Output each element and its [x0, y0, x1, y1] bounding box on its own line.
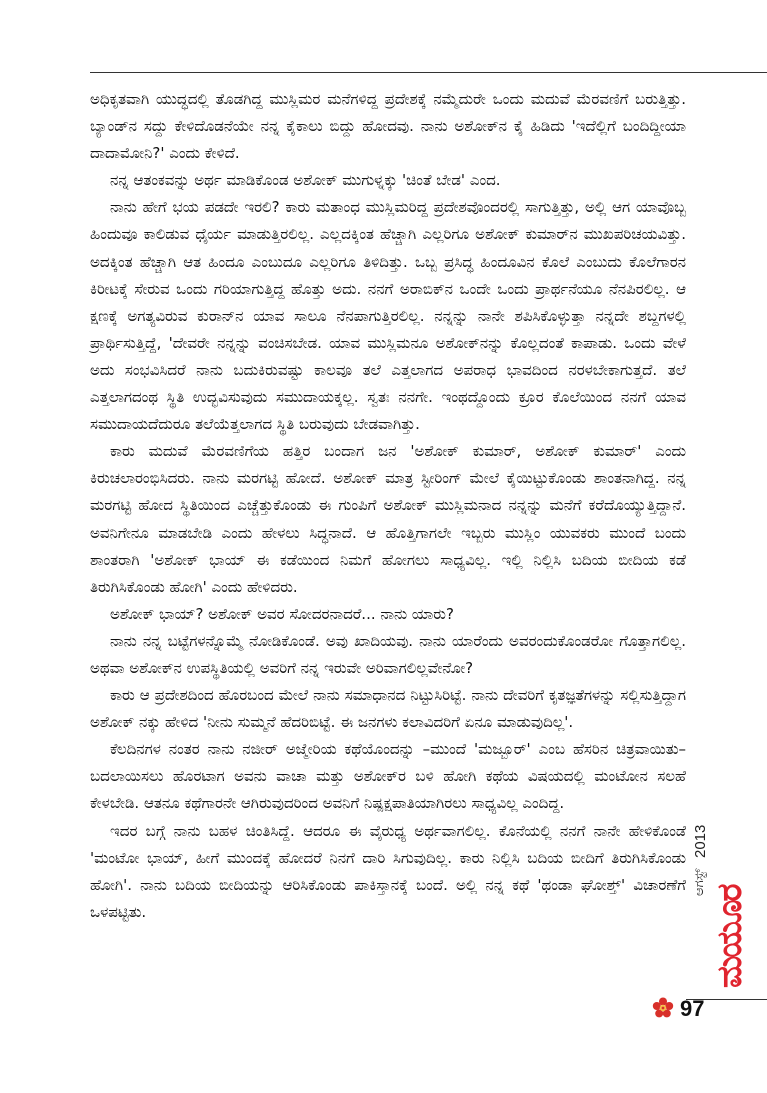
paragraph: ಅಧಿಕೃತವಾಗಿ ಯುದ್ಧದಲ್ಲಿ ತೊಡಗಿದ್ದ ಮುಸ್ಲಿಮರ ಮನೆಗಳಿದ್ದ ಪ್ರದೇಶಕ್ಕೆ ನಮ್ಮೆದುರೇ ಒಂದು ಮದುವೆ ಮೆರವಣಿಗೆ ಬರುತ್ತಿತ್ತು. ಬ್ಯಾಂಡ್‌ನ ಸದ್ದು ಕೇಳಿದೊಡನೆಯೇ ನನ್ನ ಕೈಕಾಲು ಬಿದ್ದು ಹೋದವು. ನಾನು ಅಶೋಕ್‌ನ ಕೈ ಹಿಡಿದು 'ಇದೆಲ್ಲಿಗೆ ಬಂದಿದ್ದೀಯಾ ದಾದಾಮೋನಿ?' ಎಂದು ಕೇಳಿದೆ.: [90, 90, 686, 163]
paragraph: ಕಾರು ಆ ಪ್ರದೇಶದಿಂದ ಹೊರಬಂದ ಮೇಲೆ ನಾನು ಸಮಾಧಾನದ ನಿಟ್ಟುಸಿರಿಟ್ಟೆ. ನಾನು ದೇವರಿಗೆ ಕೃತಜ್ಞತೆಗಳನ್ನು ಸಲ್ಲಿಸುತ್ತಿದ್ದಾಗ ಅಶೋಕ್ ನಕ್ಕು ಹೇಳಿದ 'ನೀನು ಸುಮ್ಮನೆ ಹೆದರಿಬಿಟ್ಟೆ. ಈ ಜನಗಳು ಕಲಾವಿದರಿಗೆ ಏನೂ ಮಾಡುವುದಿಲ್ಲ'.: [90, 686, 686, 732]
page-number: 97: [680, 996, 705, 1021]
issue-month: ಆಗಸ್ಟ್: [692, 868, 707, 896]
paragraph: ನನ್ನ ಆತಂಕವನ್ನು ಅರ್ಥ ಮಾಡಿಕೊಂಡ ಅಶೋಕ್ ಮುಗುಳ್ನಕ್ಕು 'ಚಿಂತೆ ಬೇಡ' ಎಂದ.: [110, 171, 501, 190]
paragraph: ಇದರ ಬಗ್ಗೆ ನಾನು ಬಹಳ ಚಿಂತಿಸಿದ್ದೆ. ಆದರೂ ಈ ವೈರುಧ್ಯ ಅರ್ಥವಾಗಲಿಲ್ಲ. ಕೊನೆಯಲ್ಲಿ ನನಗೆ ನಾನೇ ಹೇಳಿಕೊಂಡೆ 'ಮಂಟೋ ಭಾಯ್, ಹೀಗೆ ಮುಂದಕ್ಕೆ ಹೋದರೆ ನಿನಗೆ ದಾರಿ ಸಿಗುವುದಿಲ್ಲ. ಕಾರು ನಿಲ್ಲಿಸಿ ಬದಿಯ ಬೀದಿಗೆ ತಿರುಗಿಸಿಕೊಂಡು ಹೋಗಿ'. ನಾನು ಬದಿಯ ಬೀದಿಯನ್ನು ಆರಿಸಿಕೊಂಡು ಪಾಕಿಸ್ತಾನಕ್ಕೆ ಬಂದೆ. ಅಲ್ಲಿ ನನ್ನ ಕಥೆ 'ಥಂಡಾ ಘೋಶ್ತ್' ವಿಚಾರಣೆಗೆ ಒಳಪಟ್ಟಿತು.: [90, 821, 686, 921]
flower-icon: [652, 997, 674, 1019]
paragraph: ಕಾರು ಮದುವೆ ಮೆರವಣಿಗೆಯ ಹತ್ತಿರ ಬಂದಾಗ ಜನ 'ಅಶೋಕ್ ಕುಮಾರ್, ಅಶೋಕ್ ಕುಮಾರ್' ಎಂದು ಕಿರುಚಲಾರಂಭಿಸಿದರು. ನಾನು ಮರಗಟ್ಟಿ ಹೋದೆ. ಅಶೋಕ್ ಮಾತ್ರ ಸ್ಟೀರಿಂಗ್ ಮೇಲೆ ಕೈಯಿಟ್ಟುಕೊಂಡು ಶಾಂತನಾಗಿದ್ದ. ನನ್ನ ಮರಗಟ್ಟಿ ಹೋದ ಸ್ಥಿತಿಯಿಂದ ಎಚ್ಚೆತ್ತುಕೊಂಡು ಈ ಗುಂಪಿಗೆ ಅಶೋಕ್ ಮುಸ್ಲಿಮನಾದ ನನ್ನನ್ನು ಮನೆಗೆ ಕರೆದೊಯ್ಯುತ್ತಿದ್ದಾನೆ. ಅವನಿಗೇನೂ ಮಾಡಬೇಡಿ ಎಂದು ಹೇಳಲು ಸಿದ್ಧನಾದೆ. ಆ ಹೊತ್ತಿಗಾಗಲೇ ಇಬ್ಬರು ಮುಸ್ಲಿಂ ಯುವಕರು ಮುಂದೆ ಬಂದು ಶಾಂತರಾಗಿ 'ಅಶೋಕ್ ಭಾಯ್ ಈ ಕಡೆಯಿಂದ ನಿಮಗೆ ಹೋಗಲು ಸಾಧ್ಯವಿಲ್ಲ. ಇಲ್ಲಿ ನಿಲ್ಲಿಸಿ ಬದಿಯ ಬೀದಿಯ ಕಡೆ ತಿರುಗಿಸಿಕೊಂಡು ಹೋಗಿ' ಎಂದು ಹೇಳಿದರು.: [90, 442, 686, 596]
paragraph: ನಾನು ಹೇಗೆ ಭಯ ಪಡದೇ ಇರಲಿ? ಕಾರು ಮತಾಂಧ ಮುಸ್ಲಿಮರಿದ್ದ ಪ್ರದೇಶವೊಂದರಲ್ಲಿ ಸಾಗುತ್ತಿತ್ತು, ಅಲ್ಲಿ ಆಗ ಯಾವೊಬ್ಬ ಹಿಂದುವೂ ಕಾಲಿಡುವ ಧೈರ್ಯ ಮಾಡುತ್ತಿರಲಿಲ್ಲ. ಎಲ್ಲದಕ್ಕಿಂತ ಹೆಚ್ಚಾಗಿ ಎಲ್ಲರಿಗೂ ಅಶೋಕ್ ಕುಮಾರ್‌ನ ಮುಖಪರಿಚಯವಿತ್ತು. ಅದಕ್ಕಿಂತ ಹೆಚ್ಚಾಗಿ ಆತ ಹಿಂದೂ ಎಂಬುದೂ ಎಲ್ಲರಿಗೂ ತಿಳಿದಿತ್ತು. ಒಬ್ಬ ಪ್ರಸಿದ್ಧ ಹಿಂದೂವಿನ ಕೊಲೆ ಎಂಬುದು ಕೊಲೆಗಾರನ ಕಿರೀಟಕ್ಕೆ ಸೇರುವ ಒಂದು ಗರಿಯಾಗುತ್ತಿದ್ದ ಹೊತ್ತು ಅದು. ನನಗೆ ಅರಾಬಿಕ್‌ನ ಒಂದೇ ಒಂದು ಪ್ರಾರ್ಥನೆಯೂ ನೆನಪಿರಲಿಲ್ಲ. ಆ ಕ್ಷಣಕ್ಕೆ ಅಗತ್ಯವಿರುವ ಕುರಾನ್‌ನ ಯಾವ ಸಾಲೂ ನೆನಪಾಗುತ್ತಿರಲಿಲ್ಲ. ನನ್ನನ್ನು ನಾನೇ ಶಪಿಸಿಕೊಳ್ಳುತ್ತಾ ನನ್ನದೇ ಶಬ್ದಗಳಲ್ಲಿ ಪ್ರಾರ್ಥಿಸುತ್ತಿದ್ದೆ, 'ದೇವರೇ ನನ್ನನ್ನು ವಂಚಿಸಬೇಡ. ಯಾವ ಮುಸ್ಲಿಮನೂ ಅಶೋಕ್‌ನನ್ನು ಕೊಲ್ಲದಂತೆ ಕಾಪಾಡು. ಒಂದು ವೇಳೆ ಅದು ಸಂಭವಿಸಿದರೆ ನಾನು ಬದುಕಿರುವಷ್ಟು ಕಾಲವೂ ತಲೆ ಎತ್ತಲಾಗದ ಅಪರಾಧ ಭಾವದಿಂದ ನರಳಬೇಕಾಗುತ್ತದೆ. ತಲೆ ಎತ್ತಲಾಗದಂಥ ಸ್ಥಿತಿ ಉದ್ಭವಿಸುವುದು ಸಮುದಾಯಕ್ಕಲ್ಲ. ಸ್ವತಃ ನನಗೇ. ಇಂಥದ್ದೊಂದು ಕ್ರೂರ ಕೊಲೆಯಿಂದ ನನಗೆ ಯಾವ ಸಮುದಾಯದೆದುರೂ ತಲೆಯೆತ್ತಲಾಗದ ಸ್ಥಿತಿ ಬರುವುದು ಬೇಡವಾಗಿತ್ತು.: [90, 198, 686, 434]
article-body: [90, 86, 686, 926]
top-rule: [90, 72, 767, 73]
paragraph: ಕೆಲದಿನಗಳ ನಂತರ ನಾನು ನಜೀರ್ ಅಜ್ಮೇರಿಯ ಕಥೆಯೊಂದನ್ನು –ಮುಂದೆ 'ಮಜ್ಬೂರ್' ಎಂಬ ಹೆಸರಿನ ಚಿತ್ರವಾಯಿತು– ಬದಲಾಯಿಸಲು ಹೊರಟಾಗ ಅವನು ವಾಚಾ ಮತ್ತು ಅಶೋಕ್‌ರ ಬಳಿ ಹೋಗಿ ಕಥೆಯ ವಿಷಯದಲ್ಲಿ ಮಂಟೋನ ಸಲಹೆ ಕೇಳಬೇಡಿ. ಆತನೂ ಕಥೆಗಾರನೇ ಆಗಿರುವುದರಿಂದ ಅವನಿಗೆ ನಿಷ್ಪಕ್ಷಪಾತಿಯಾಗಿರಲು ಸಾಧ್ಯವಿಲ್ಲ ಎಂದಿದ್ದ.: [90, 740, 686, 813]
magazine-logo: ಮಯೂರ: [710, 885, 750, 988]
side-masthead: [686, 798, 767, 988]
paragraph: ಅಶೋಕ್ ಭಾಯ್? ಅಶೋಕ್ ಅವರ ಸೋದರನಾದರೆ... ನಾನು ಯಾರು?: [110, 604, 454, 623]
issue-year: 2013: [692, 824, 709, 858]
paragraph: ನಾನು ನನ್ನ ಬಟ್ಟೆಗಳನ್ನೊಮ್ಮೆ ನೋಡಿಕೊಂಡೆ. ಅವು ಖಾದಿಯವು. ನಾನು ಯಾರೆಂದು ಅವರಂದುಕೊಂಡರೋ ಗೊತ್ತಾಗಲಿಲ್ಲ. ಅಥವಾ ಅಶೋಕ್‌ನ ಉಪಸ್ಥಿತಿಯಲ್ಲಿ ಅವರಿಗೆ ನನ್ನ ಇರುವೇ ಅರಿವಾಗಲಿಲ್ಲವೇನೋ?: [90, 631, 686, 677]
